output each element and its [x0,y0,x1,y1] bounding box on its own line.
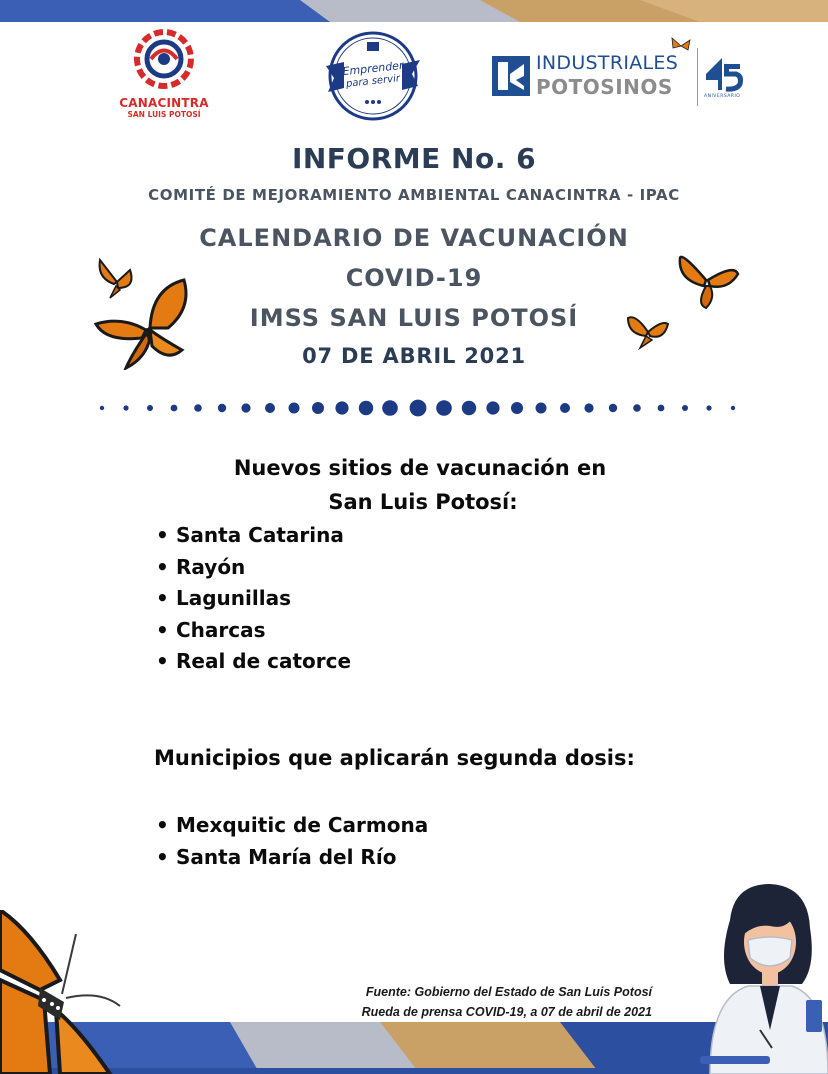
butterfly-icon [676,250,740,310]
ip-anniversary: ANIVERSARIO [704,94,741,99]
emprender-line2: para servir [345,73,401,90]
imss-heading: IMSS SAN LUIS POTOSÍ [249,304,579,332]
canacintra-logo [118,28,210,123]
list-item: • Lagunillas [154,583,351,615]
ip-mark-icon [492,56,532,98]
second-dose-title: Municipios que aplicarán segunda dosis: [154,746,635,770]
industriales-potosinos-logo [490,36,748,108]
butterfly-icon [626,314,670,350]
canacintra-location: SAN LUIS POTOSÍ [127,110,201,119]
list-item: • Santa Catarina [154,520,351,552]
source-line1: Fuente: Gobierno del Estado de San Luis Potosí [365,985,652,999]
report-title: INFORME No. 6 [291,142,537,175]
list-item: • Real de catorce [154,646,351,678]
emprender-logo [320,30,426,122]
corner-butterfly-icon [0,910,130,1074]
second-dose-list [154,810,428,873]
canacintra-gear-icon [133,28,195,90]
source-note [362,982,652,1022]
nurse-illustration-icon [690,880,828,1074]
dotted-divider [90,394,750,422]
anniversary-45-icon [704,56,744,96]
list-item: • Santa María del Río [154,842,428,874]
new-sites-title-line1: Nuevos sitios de vacunación en [233,456,607,480]
list-item: • Charcas [154,615,351,647]
new-sites-list [154,520,351,678]
ip-line1: INDUSTRIALES [536,52,679,74]
ip-line2: POTOSINOS [536,75,673,99]
committee-subtitle: COMITÉ DE MEJORAMIENTO AMBIENTAL CANACINTRA - IPAC [148,186,680,204]
ip-separator [697,48,698,106]
calendar-heading: CALENDARIO DE VACUNACIÓN [199,224,629,252]
covid-heading: COVID-19 [345,264,483,292]
canacintra-name: CANACINTRA [119,96,209,110]
list-item: • Rayón [154,552,351,584]
top-decorative-band [0,0,828,22]
butterfly-icon [92,278,196,370]
source-line2: Rueda de prensa COVID-19, a 07 de abril de 2021 [361,1005,652,1019]
small-butterfly-icon [670,36,692,56]
list-item: • Mexquitic de Carmona [154,810,428,842]
report-date: 07 DE ABRIL 2021 [302,344,526,368]
new-sites-title-line2: San Luis Potosí: [328,490,518,514]
emprender-line1: Emprender [341,58,405,79]
